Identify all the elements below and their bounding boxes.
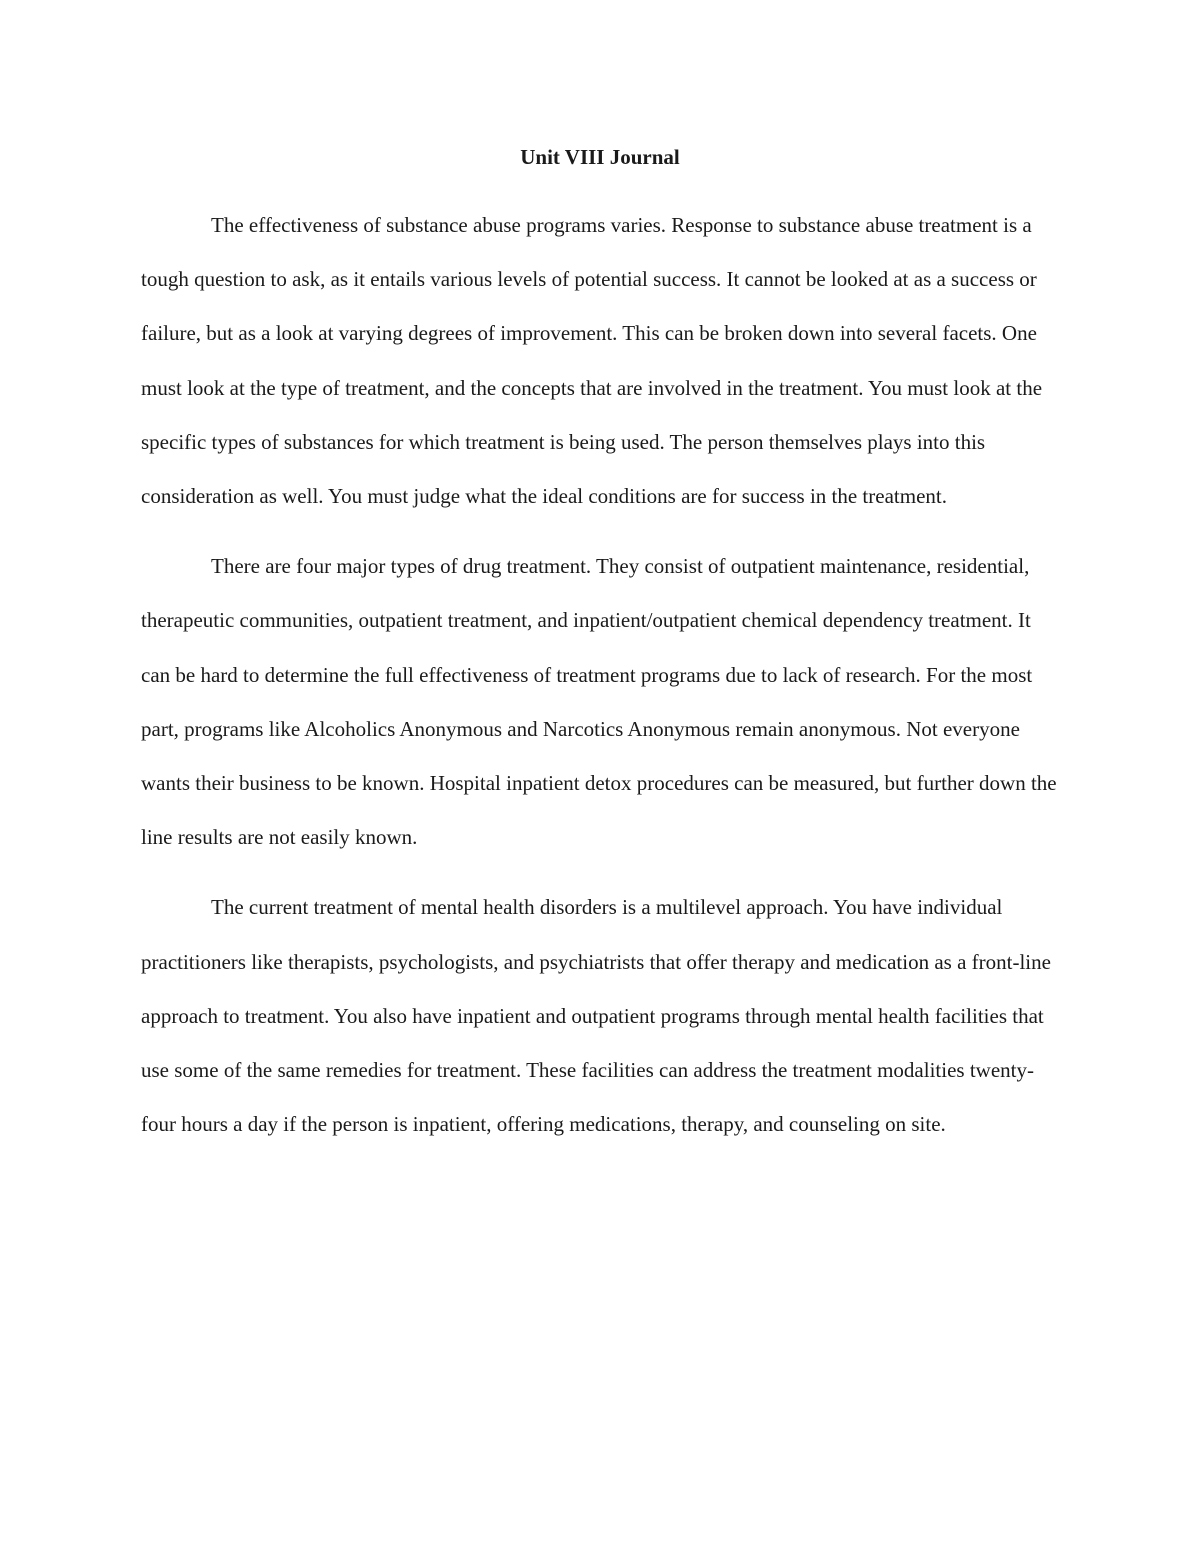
document-title: Unit VIII Journal <box>520 145 680 169</box>
paragraph-3: The current treatment of mental health disorders is a multilevel approach. You have individual practitioners like therapists, psychologists, and psychiatrists that offer therapy and medication as a front-line approach to treatment. You also have inpatient and outpatient programs through mental health facilities that use some of the same remedies for treatment. These facilities can address the treatment modalities twenty-four hours a day if the person is inpatient, offering medications, therapy, and counseling on site. <box>141 895 1051 1137</box>
paragraph-2: There are four major types of drug treatment. They consist of outpatient maintenance, residential, therapeutic communities, outpatient treatment, and inpatient/outpatient chemical dependency treatment. It can be hard to determine the full effectiveness of treatment programs due to lack of research. For the most part, programs like Alcoholics Anonymous and Narcotics Anonymous remain anonymous. Not everyone wants their business to be known. Hospital inpatient detox procedures can be measured, but further down the line results are not easily known. <box>141 554 1057 850</box>
document-body <box>141 198 1061 1167</box>
paragraph-1: The effectiveness of substance abuse programs varies. Response to substance abuse treatment is a tough question to ask, as it entails various levels of potential success. It cannot be looked at as a success or failure, but as a look at varying degrees of improvement. This can be broken down into several facets. One must look at the type of treatment, and the concepts that are involved in the treatment. You must look at the specific types of substances for which treatment is being used. The person themselves plays into this consideration as well. You must judge what the ideal conditions are for success in the treatment. <box>141 213 1043 509</box>
